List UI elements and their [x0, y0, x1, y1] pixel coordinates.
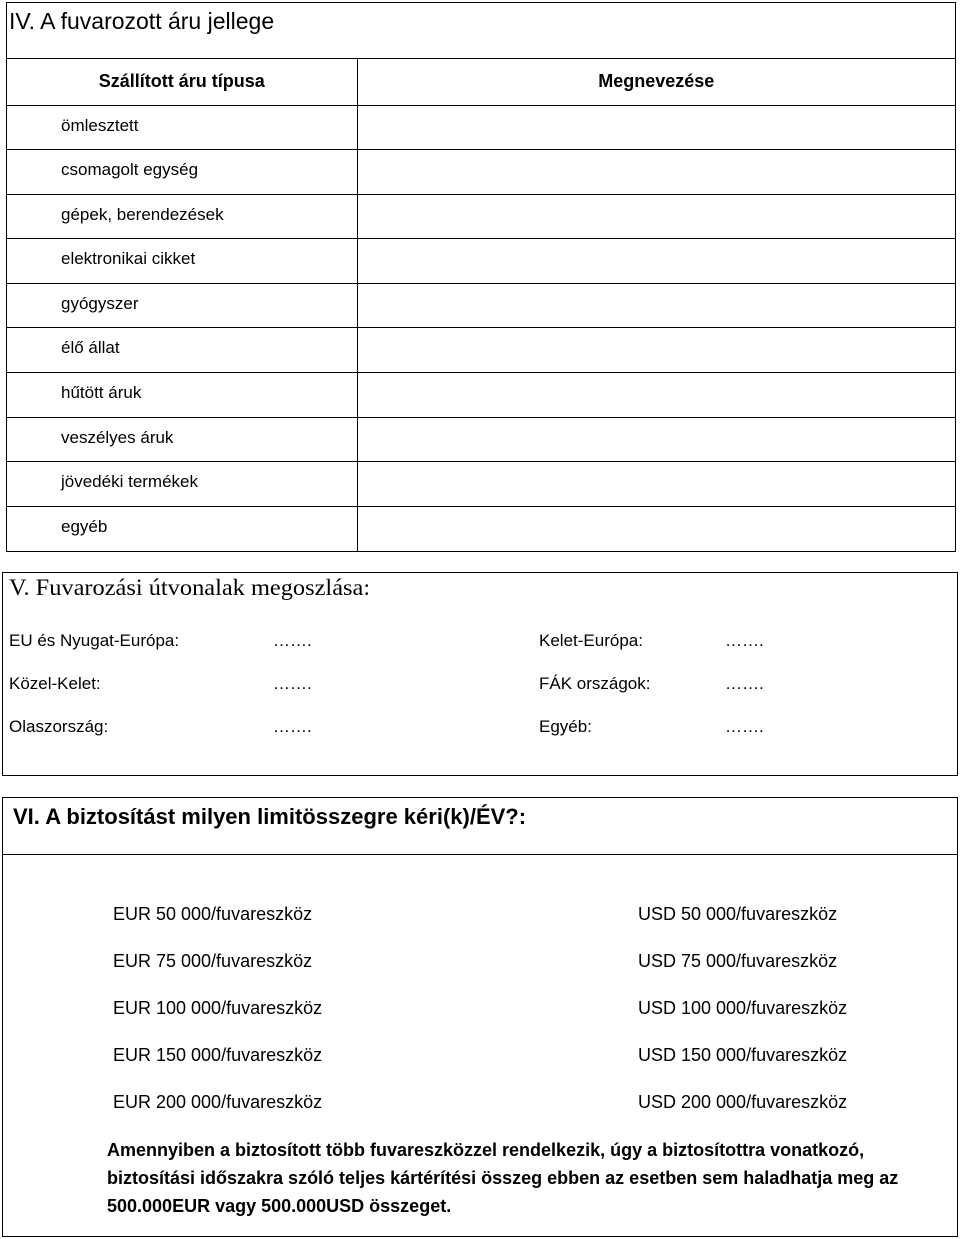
- table-row: [7, 462, 955, 507]
- limit-option-usd-200000[interactable]: USD 200 000/fuvareszköz: [638, 1092, 848, 1112]
- cargo-type-cell: csomagolt egység: [7, 150, 357, 195]
- designation-field[interactable]: [357, 417, 955, 462]
- section-insurance-limit: [2, 797, 958, 1237]
- header-designation: Megnevezése: [357, 59, 955, 105]
- cargo-type-cell: elektronikai cikket: [7, 239, 357, 284]
- limit-option-usd-50000[interactable]: USD 50 000/fuvareszköz: [638, 904, 838, 924]
- designation-field[interactable]: [357, 283, 955, 328]
- limit-option-usd-150000[interactable]: USD 150 000/fuvareszköz: [638, 1045, 848, 1065]
- cargo-type-cell: veszélyes áruk: [7, 417, 357, 462]
- designation-field[interactable]: [357, 239, 955, 284]
- cargo-type-cell: jövedéki termékek: [7, 462, 357, 507]
- table-row: [7, 150, 955, 195]
- table-row: [7, 105, 955, 150]
- limit-option-eur-200000[interactable]: EUR 200 000/fuvareszköz: [113, 1092, 323, 1112]
- designation-field[interactable]: [357, 328, 955, 373]
- table-row: [7, 194, 955, 239]
- limit-option-eur-150000[interactable]: EUR 150 000/fuvareszköz: [113, 1045, 323, 1065]
- designation-field[interactable]: [357, 373, 955, 418]
- cargo-type-cell: gépek, berendezések: [7, 194, 357, 239]
- designation-field[interactable]: [357, 105, 955, 150]
- section-insurance-limit-title: VI. A biztosítást milyen limitösszegre kéri(k)/ÉV?:: [3, 798, 957, 855]
- cargo-type-cell: gyógyszer: [7, 283, 357, 328]
- cargo-type-cell: hűtött áruk: [7, 373, 357, 418]
- designation-field[interactable]: [357, 506, 955, 551]
- route-value-cis[interactable]: …….: [725, 674, 764, 693]
- table-row: [7, 506, 955, 551]
- route-label-italy: Olaszország:: [9, 717, 109, 736]
- limit-option-usd-100000[interactable]: USD 100 000/fuvareszköz: [638, 998, 848, 1018]
- route-value-middle-east[interactable]: …….: [273, 674, 312, 693]
- section-cargo-type-title: IV. A fuvarozott áru jellege: [7, 3, 955, 59]
- route-label-other: Egyéb:: [539, 717, 592, 736]
- limit-option-eur-50000[interactable]: EUR 50 000/fuvareszköz: [113, 904, 313, 924]
- table-row: [7, 283, 955, 328]
- route-label-east-europe: Kelet-Európa:: [539, 631, 643, 650]
- table-row: [7, 328, 955, 373]
- table-row: [7, 417, 955, 462]
- cargo-type-cell: ömlesztett: [7, 105, 357, 150]
- route-value-eu-west[interactable]: …….: [273, 631, 312, 650]
- cargo-type-cell: élő állat: [7, 328, 357, 373]
- cargo-table-header: [7, 59, 955, 105]
- insurance-limit-note: Amennyiben a biztosított több fuvareszközzel rendelkezik, úgy a biztosítottra vonatkozó, biztosítási időszakra szóló teljes kártérítési összeg ebben az esetben sem haladhatja meg az 500.000EUR vagy 500.000USD összeget.: [107, 1140, 899, 1216]
- cargo-type-table: [7, 59, 955, 551]
- route-label-middle-east: Közel-Kelet:: [9, 674, 101, 693]
- table-row: [7, 373, 955, 418]
- designation-field[interactable]: [357, 462, 955, 507]
- table-row: [7, 239, 955, 284]
- route-label-cis: FÁK országok:: [539, 674, 651, 693]
- designation-field[interactable]: [357, 150, 955, 195]
- limit-option-eur-75000[interactable]: EUR 75 000/fuvareszköz: [113, 951, 313, 971]
- limit-option-usd-75000[interactable]: USD 75 000/fuvareszköz: [638, 951, 838, 971]
- section-routes: [2, 572, 958, 776]
- route-value-east-europe[interactable]: …….: [725, 631, 764, 650]
- section-routes-title: V. Fuvarozási útvonalak megoszlása:: [9, 575, 371, 600]
- header-cargo-type: Szállított áru típusa: [7, 59, 357, 105]
- cargo-type-cell: egyéb: [7, 506, 357, 551]
- route-label-eu-west: EU és Nyugat-Európa:: [9, 631, 180, 650]
- designation-field[interactable]: [357, 194, 955, 239]
- section-cargo-type: [6, 2, 956, 552]
- route-value-other[interactable]: …….: [725, 717, 764, 736]
- route-value-italy[interactable]: …….: [273, 717, 312, 736]
- limit-option-eur-100000[interactable]: EUR 100 000/fuvareszköz: [113, 998, 323, 1018]
